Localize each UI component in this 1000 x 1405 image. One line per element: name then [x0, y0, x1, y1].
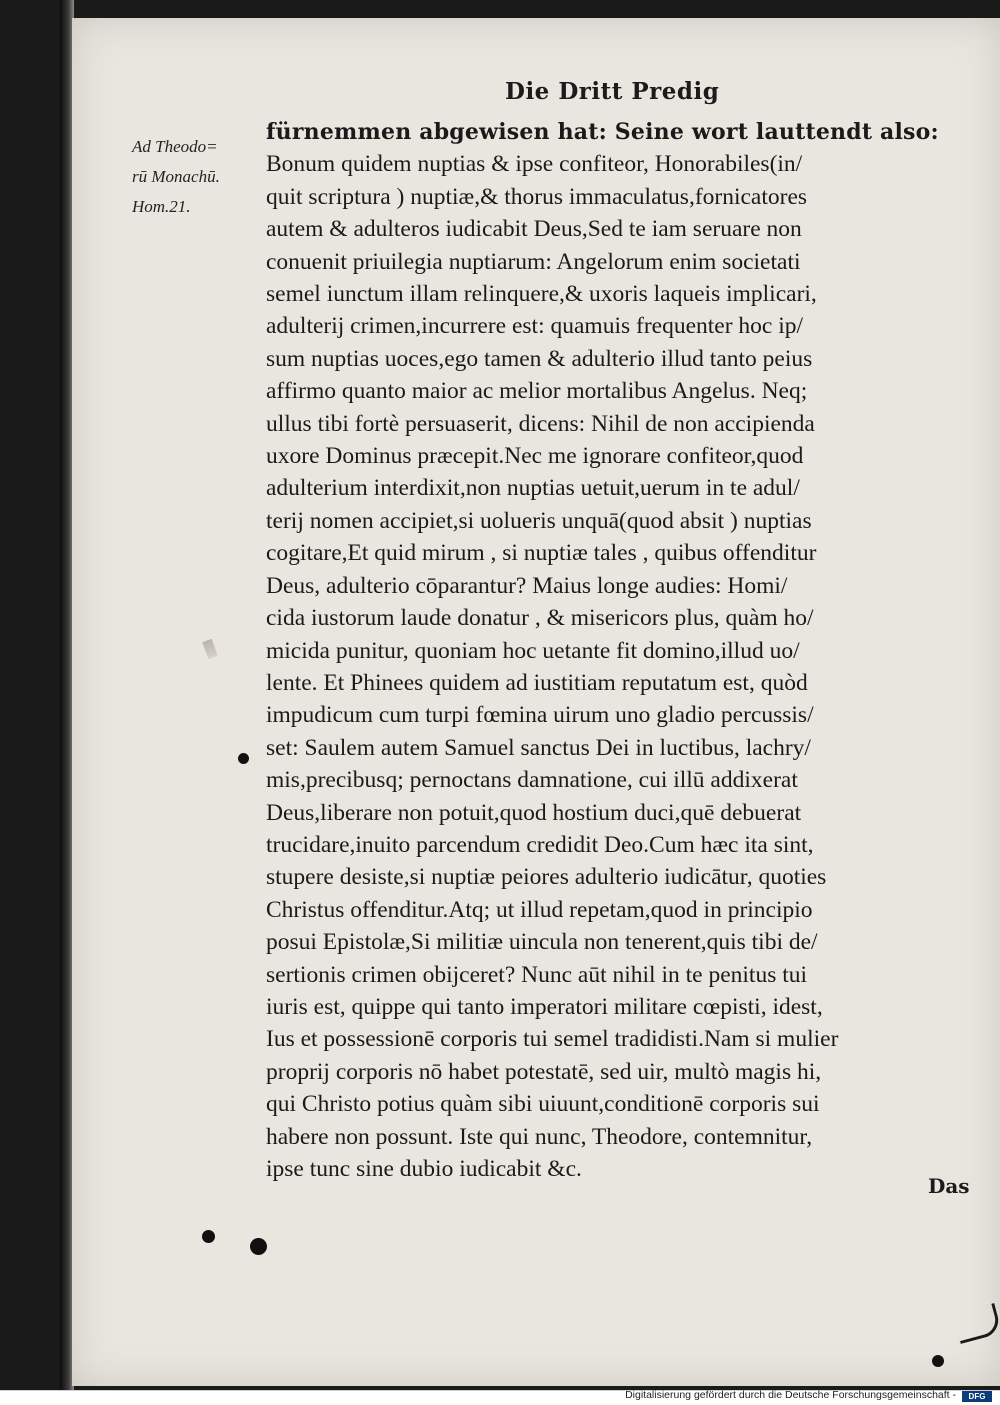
text-line: autem & adulteros iudicabit Deus,Sed te iam seruare non: [266, 216, 802, 243]
text-line: Christus offenditur.Atq; ut illud repetam,quod in principio: [266, 896, 813, 923]
text-line: posui Epistolæ,Si militiæ uincula non tenerent,quis tibi de/: [266, 929, 818, 956]
text-line: qui Christo potius quàm sibi uiuunt,conditionē corporis sui: [266, 1091, 820, 1118]
margin-note-line: rū Monachū.: [132, 167, 220, 186]
text-line: ullus tibi fortè persuaserit, dicens: Nihil de non accipienda: [266, 410, 815, 437]
running-head: Die Dritt Predig: [505, 78, 720, 105]
text-line: Ius et possessionē corporis tui semel tradidisti.Nam si mulier: [266, 1026, 839, 1053]
dfg-logo: DFG: [962, 1391, 992, 1402]
text-line: affirmo quanto maior ac melior mortalibus Angelus. Neq;: [266, 378, 808, 405]
text-line: sum nuptias uoces,ego tamen & adulterio illud tanto peius: [266, 345, 813, 372]
text-line: terij nomen accipiet,si uolueris unquā(quod absit ) nuptias: [266, 507, 812, 534]
text-line: adulterij crimen,incurrere est: quamuis frequenter hoc ip/: [266, 313, 804, 340]
text-line: proprij corporis nō habet potestatē, sed uir, multò magis hi,: [266, 1058, 822, 1085]
text-line: Bonum quidem nuptias & ipse confiteor, Honorabiles(in/: [266, 151, 803, 178]
text-line: micida punitur, quoniam hoc uetante fit domino,illud uo/: [266, 637, 800, 664]
text-line: impudicum cum turpi fœmina uirum uno gladio percussis/: [266, 702, 814, 729]
text-line: cogitare,Et quid mirum , si nuptiæ tales , quibus offenditur: [266, 540, 817, 567]
text-line: fürnemmen abgewisen hat: Seine wort lauttendt also:: [266, 119, 939, 145]
footer-credit: Digitalisierung gefördert durch die Deutsche Forschungsgemeinschaft -: [625, 1389, 956, 1401]
ink-blot: [202, 1230, 215, 1243]
text-line: trucidare,inuito parcendum credidit Deo.Cum hæc ita sint,: [266, 831, 814, 858]
text-line: cida iustorum laude donatur , & misericors plus, quàm ho/: [266, 605, 814, 632]
text-line: mis,precibusq; pernoctans damnatione, cui illū addixerat: [266, 767, 798, 794]
text-line: uxore Dominus præcepit.Nec me ignorare confiteor,quod: [266, 443, 804, 470]
text-line: ipse tunc sine dubio iudicabit &c.: [266, 1156, 582, 1182]
text-line: semel iunctum illam relinquere,& uxoris laqueis implicari,: [266, 281, 817, 308]
text-line: set: Saulem autem Samuel sanctus Dei in luctibus, lachry/: [266, 734, 811, 761]
margin-note: [132, 132, 260, 222]
text-line: Deus,liberare non potuit,quod hostium duci,quē debuerat: [266, 799, 802, 826]
text-line: habere non possunt. Iste qui nunc, Theodore, contemnitur,: [266, 1123, 813, 1150]
ink-blot: [932, 1355, 944, 1367]
text-line: lente. Et Phinees quidem ad iustitiam reputatum est, quòd: [266, 669, 808, 696]
text-line: quit scriptura ) nuptiæ,& thorus immaculatus,fornicatores: [266, 183, 808, 210]
text-line: conuenit priuilegia nuptiarum: Angelorum enim societati: [266, 248, 801, 275]
text-line: iuris est, quippe qui tanto imperatori militare cœpisti, idest,: [266, 993, 823, 1020]
catchword: Das: [928, 1174, 970, 1198]
body-text: [266, 116, 978, 1185]
text-line: stupere desiste,si nuptiæ peiores adulterio iudicātur, quoties: [266, 864, 827, 891]
text-line: sertionis crimen obijceret? Nunc aūt nihil in te penitus tui: [266, 961, 808, 988]
margin-note-line: Ad Theodo=: [132, 137, 218, 156]
text-line: Deus, adulterio cōparantur? Maius longe audies: Homi/: [266, 572, 788, 599]
ink-blot: [250, 1238, 267, 1255]
ink-blot: [238, 753, 249, 764]
margin-note-line: Hom.21.: [132, 197, 191, 216]
text-line: adulterium interdixit,non nuptias uetuit,uerum in te adul/: [266, 475, 800, 502]
